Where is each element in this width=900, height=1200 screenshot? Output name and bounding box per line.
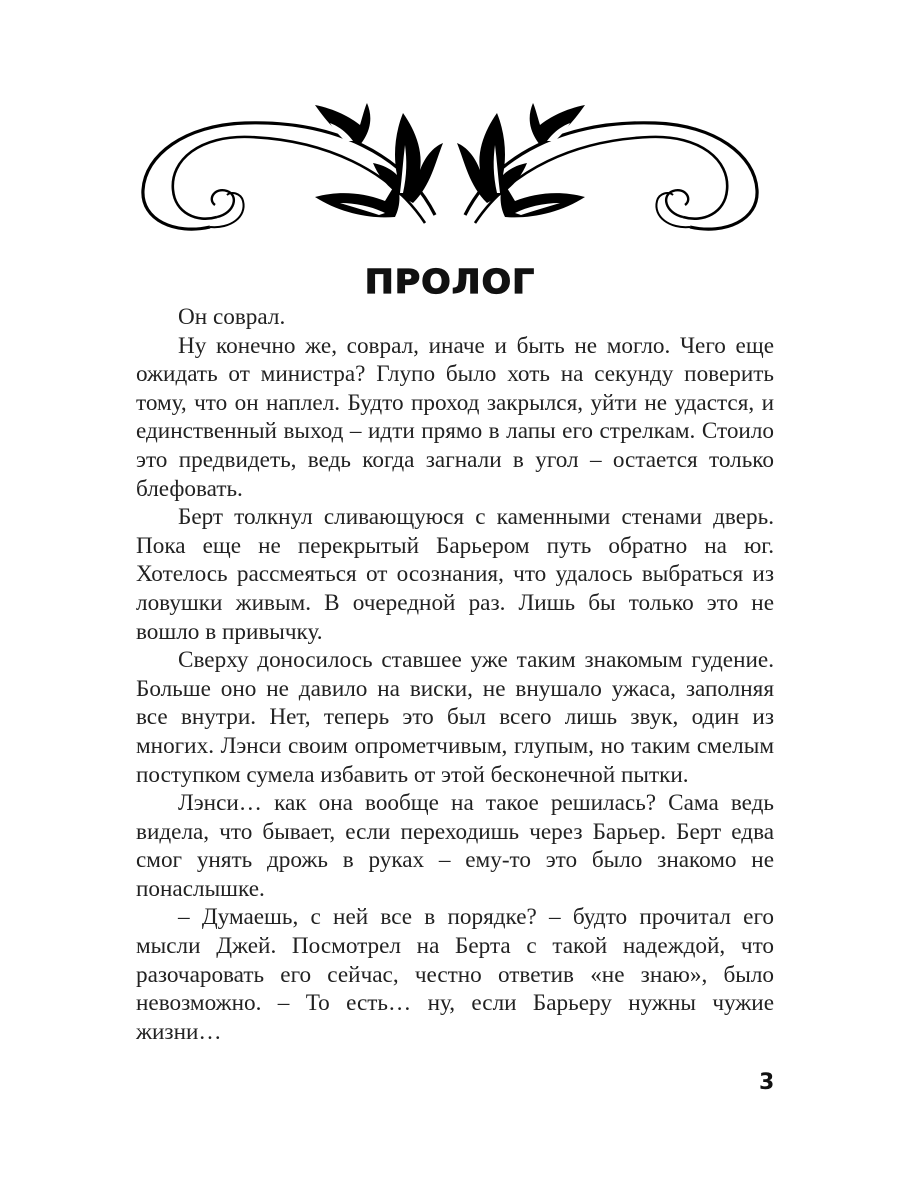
paragraph: Лэнси… как она вообще на такое решилась? Сама ведь видела, что бывает, если переходишь через Барьер. Берт едва смог унять дрожь в руках – ему-то это было знакомо не понаслышке.: [136, 790, 774, 902]
chapter-body: [136, 303, 774, 1046]
page-number: 3: [759, 1070, 775, 1095]
floral-leaf-ornament-icon: [135, 95, 765, 245]
paragraph: Берт толкнул сливающуюся с каменными стенами дверь. Пока еще не перекрытый Барьером путь обратно на юг. Хотелось рассмеяться от осознания, что удалось выбраться из ловушки живым. В очередной раз. Лишь бы только это не вошло в привычку.: [136, 504, 774, 645]
paragraph: Ну конечно же, соврал, иначе и быть не могло. Чего еще ожидать от министра? Глупо было хоть на секунду поверить тому, что он наплел. Будто проход закрылся, уйти не удастся, и единственный выход – идти прямо в лапы его стрелкам. Стоило это предвидеть, ведь когда загнали в угол – остается только блефовать.: [136, 332, 774, 502]
chapter-title: ПРОЛОГ: [364, 262, 536, 301]
paragraph: – Думаешь, с ней все в порядке? – будто прочитал его мысли Джей. Посмотрел на Берта с такой надеждой, что разочаровать его сейчас, честно ответив «не знаю», было невозможно. – То есть… ну, если Барьеру нужны чужие жизни…: [136, 904, 774, 1045]
paragraph: Сверху доносилось ставшее уже таким знакомым гудение. Больше оно не давило на виски, не внушало ужаса, заполняя все внутри. Нет, теперь это был всего лишь звук, один из многих. Лэнси своим опрометчивым, глупым, но таким смелым поступком сумела избавить от этой бесконечной пытки.: [136, 647, 774, 788]
paragraph: Он соврал.: [178, 304, 286, 330]
